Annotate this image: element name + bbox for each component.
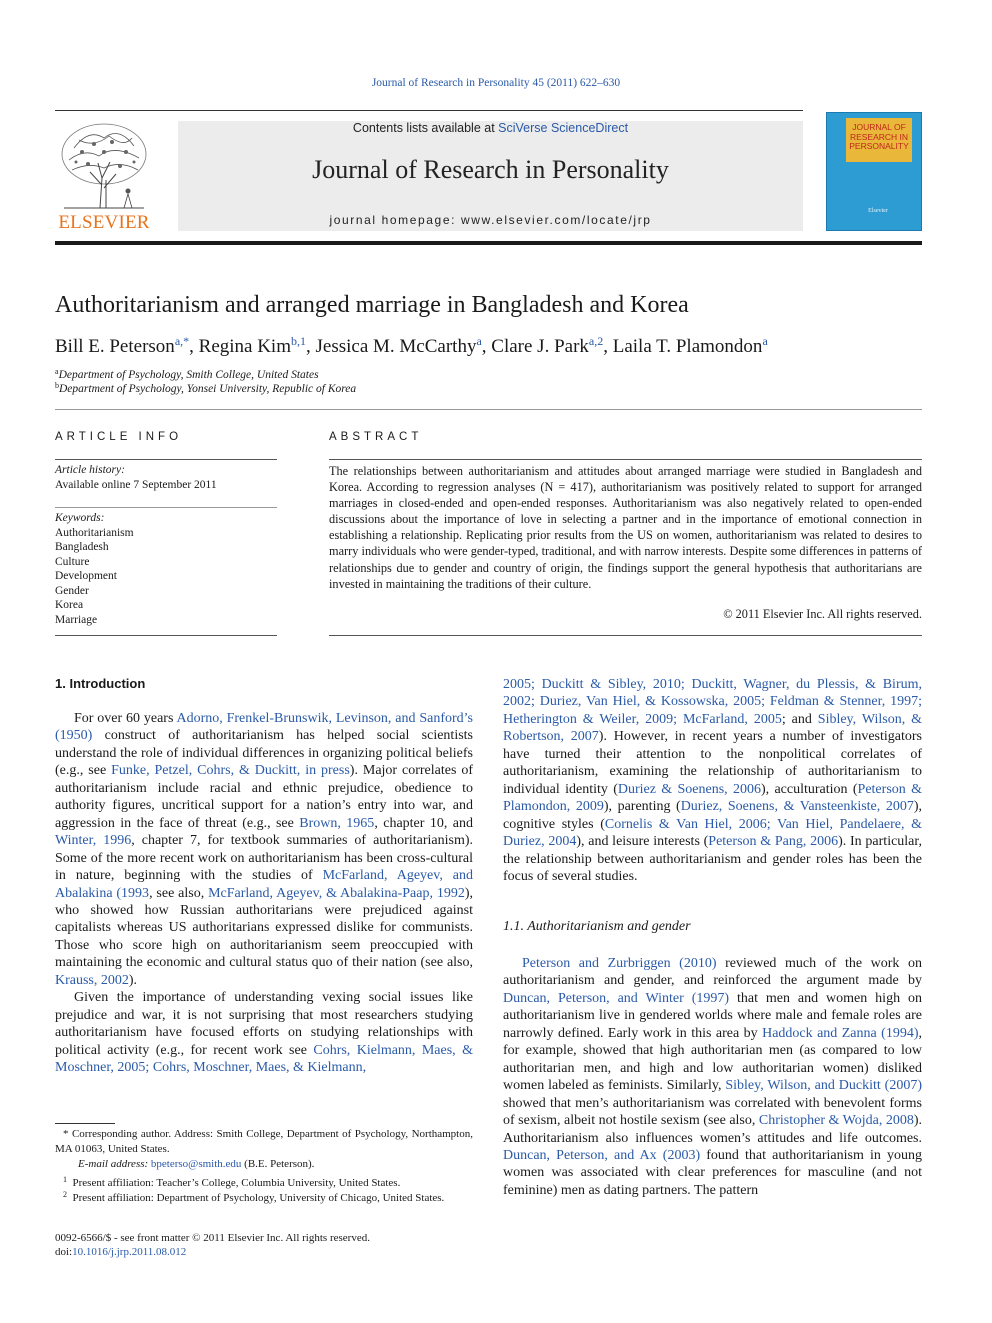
citation-link[interactable]: Duncan, Peterson, and Ax (2003) [503, 1147, 701, 1163]
abstract-heading: ABSTRACT [329, 431, 423, 443]
citation-link[interactable]: Cornelis & Van Hiel, 2006; Van Hiel, Pandelaere, & Duriez, 2004 [503, 816, 923, 850]
footnote-mark: 1 [63, 1175, 67, 1184]
doi-prefix: doi: [55, 1246, 73, 1258]
author-name: Laila T. Plamondon [612, 336, 763, 357]
keywords-label: Keywords: [55, 512, 105, 524]
paragraph: 2005; Duckitt & Sibley, 2010; Duckitt, Wagner, du Plessis, & Birum, 2002; Duriez, Van Hiel, & Kossowska, 2005; Feldman & Stenner, 1997; Hetherington & Weiler, 2009; McFarland, 2005; and Sibley, Wilson, & Robertson, 2007). However, in recent years a number of investigators have turned their attention to the nonpolitical correlates of authoritarianism, examining the relationship of authoritarianism to individual identity (Duriez & Soenens, 2006), acculturation (Peterson & Plamondon, 2009), parenting (Duriez, Soenens, & Vansteenkiste, 2007), cognitive styles (Cornelis & Van Hiel, 2006; Van Hiel, Pandelaere, & Duriez, 2004), and leisure interests (Peterson & Pang, 2006). In particular, the relationship between authoritarianism and gender roles has been the focus of several studies. [503, 677, 923, 884]
email-label: E-mail address: [78, 1158, 149, 1170]
intro-left-column [55, 710, 473, 1077]
author-name: Clare J. Park [491, 336, 589, 357]
author-marks[interactable]: a [476, 334, 482, 348]
keyword: Korea [55, 599, 84, 611]
keyword: Culture [55, 555, 90, 568]
intro-right-column [503, 676, 922, 885]
footnote-mark: 2 [63, 1190, 67, 1199]
citation-link[interactable]: Peterson and Zurbriggen (2010) [522, 956, 717, 971]
paragraph: Given the importance of understanding vexing social issues like prejudice and war, it is not surprising that most researchers studying authoritarianism have focused efforts on studying relationships with political activity (e.g., for recent work see Cohrs, Kielmann, Maes, & Moschner, 2005; Cohrs, Moschner, Maes, & Kielmann, [55, 990, 473, 1076]
keyword: Gender [55, 584, 89, 597]
journal-citation-link[interactable]: Journal of Research in Personality 45 (2011) 622–630 [371, 77, 621, 89]
issn-line: 0092-6566/$ - see front matter © 2011 Elsevier Inc. All rights reserved. [55, 1232, 370, 1244]
affiliation-a [55, 367, 655, 381]
citation-link[interactable]: McFarland, Ageyev, & Abalakina-Paap, 1992 [208, 885, 465, 901]
footnote-text: Present affiliation: Department of Psychology, University of Chicago, United States. [72, 1192, 445, 1204]
article-info-heading: ARTICLE INFO [55, 431, 183, 443]
keyword: Development [55, 570, 117, 582]
citation-link[interactable]: Duncan, Peterson, and Winter (1997) [503, 990, 730, 1006]
author-marks[interactable]: a [762, 334, 768, 348]
author-separator: , [306, 336, 316, 357]
journal-name: Journal of Research in Personality [312, 155, 669, 184]
author-list [55, 334, 935, 358]
subsection-heading-authoritarianism-gender: 1.1. Authoritarianism and gender [503, 919, 691, 934]
citation-link[interactable]: Winter, 1996 [55, 833, 132, 849]
citation-link[interactable]: Haddock and Zanna (1994) [762, 1025, 919, 1041]
doi-line [55, 1245, 186, 1259]
keyword: Bangladesh [55, 541, 109, 553]
citation-link[interactable]: Peterson & Pang, 2006 [708, 834, 839, 850]
citation-link[interactable]: Duriez & Soenens, 2006 [617, 781, 761, 797]
author-marks[interactable]: a,* [174, 334, 190, 348]
history-label: Article history: [55, 464, 125, 476]
citation-link[interactable]: Christopher & Wojda, 2008 [758, 1113, 914, 1129]
footnote-email [55, 1157, 473, 1172]
footnote-text: * Corresponding author. Address: Smith College, Department of Psychology, Northampton, MA 01063, United States. [55, 1128, 473, 1155]
doi-link[interactable]: 10.1016/j.jrp.2011.08.012 [72, 1246, 187, 1258]
footnote-2 [55, 1187, 473, 1206]
author-separator: , [189, 336, 199, 357]
header-divider [55, 110, 803, 111]
affiliation-mark: a [55, 367, 59, 376]
footnote-rule [55, 1123, 115, 1124]
paragraph: Peterson and Zurbriggen (2010) reviewed much of the work on authoritarianism and gender, and reinforced the argument made by Duncan, Peterson, and Winter (1997) that men and women high on authoritarianism live in gendered worlds where male and female roles are narrowly defined. Early work in this area by Haddock and Zanna (1994), for example, showed that high authoritarian men (as compared to low authoritarian men, and high and low authoritarian women) disliked women labeled as feminists. Similarly, Sibley, Wilson, and Duckitt (2007) showed that men’s authoritarianism was correlated with benevolent forms of sexism, albeit not hostile sexism (see also, Christopher & Wojda, 2008). Authoritarianism also influences women’s attitudes and life outcomes. Duncan, Peterson, and Ax (2003) found that authoritarianism in young women was associated with clear preferences for masculine (and not feminine) men as dating partners. The pattern [503, 956, 923, 1198]
author-separator: , [603, 336, 613, 357]
cover-publisher: Elsevier [868, 208, 888, 214]
abstract-rule [329, 459, 922, 460]
citation-link[interactable]: Sibley, Wilson, & Robertson, 2007 [503, 711, 923, 745]
citation-link[interactable]: Krauss, 2002 [55, 972, 129, 988]
citation-link[interactable]: Adorno, Frenkel-Brunswik, Levinson, and Sanford’s (1950) [55, 711, 473, 744]
affiliation-text: Department of Psychology, Yonsei University, Republic of Korea [59, 383, 357, 395]
abstract-copyright: © 2011 Elsevier Inc. All rights reserved. [723, 607, 922, 621]
elsevier-wordmark: ELSEVIER [58, 212, 150, 233]
affiliation-b [55, 381, 655, 395]
citation-link[interactable]: McFarland, Ageyev, and Abalakina (1993 [55, 868, 473, 901]
sciencedirect-link[interactable]: SciVerse ScienceDirect [498, 121, 629, 135]
history-value: Available online 7 September 2011 [55, 478, 217, 491]
keywords-block [55, 511, 277, 627]
author-marks[interactable]: b,1 [291, 334, 306, 348]
citation-link[interactable]: 2005; Duckitt & Sibley, 2010; Duckitt, Wagner, du Plessis, & Birum, 2002; Duriez, Van Hiel, & Kossowska, 2005; Feldman & Stenner, 1997; Hetherington & Weiler, 2009; McFarland, 2005 [503, 677, 922, 727]
email-link[interactable]: bpeterso@smith.edu [150, 1158, 242, 1170]
contents-line: Contents lists available at SciVerse ScienceDirect [352, 121, 629, 135]
footnote-corresponding [55, 1127, 473, 1157]
section-heading-introduction: 1. Introduction [55, 676, 146, 691]
citation-link[interactable]: Peterson & Plamondon, 2009 [503, 781, 922, 815]
article-title: Authoritarianism and arranged marriage in Bangladesh and Korea [55, 292, 689, 318]
citation-link[interactable]: Funke, Petzel, Cohrs, & Duckitt, in press [111, 763, 350, 779]
author-separator: , [481, 336, 492, 357]
citation-link[interactable]: Sibley, Wilson, and Duckitt (2007) [725, 1078, 922, 1094]
affiliation-divider [55, 409, 922, 410]
abstract-text: The relationships between authoritarianism and attitudes about arranged marriage were studied in Bangladesh and Korea. According to regression analyses (N = 417), authoritarianism was positively related to support for arranged marriages in closed-ended and open-ended responses. Authoritarianism was also negatively related to open-ended discussions about the importance of love in selecting a partner and in the importance of emotional connection in establishing a relationship. Replicating prior results from the US on women, authoritarianism was related to desires to marry individuals who were gender-typed, traditional, and with narrow interests. Despite some differences in patterns of relationships due to gender and country of origin, the findings support the general hypothesis that authoritarians are invested in maintaining the traditions of their culture. [329, 464, 922, 591]
keywords-bottom-rule [55, 635, 277, 636]
citation-link[interactable]: Brown, 1965 [299, 815, 375, 831]
subsection-right-column [503, 955, 922, 1199]
abstract-bottom-rule [329, 635, 922, 636]
author-marks[interactable]: a,2 [588, 334, 604, 348]
keyword: Marriage [55, 613, 98, 626]
history-divider [55, 507, 277, 508]
author-name: Jessica M. McCarthy [315, 336, 477, 357]
article-info-rule [55, 459, 277, 460]
header-thick-rule [55, 241, 922, 245]
citation-link[interactable]: Cohrs, Kielmann, Maes, & Moschner, 2005; Cohrs, Moschner, Maes, & Kielmann, [55, 1042, 473, 1076]
affiliation-mark: b [55, 381, 59, 390]
keyword: Authoritarianism [55, 526, 134, 539]
email-suffix: (B.E. Peterson). [241, 1158, 315, 1170]
author-name: Regina Kim [198, 336, 291, 357]
journal-homepage[interactable]: journal homepage: www.elsevier.com/locate/jrp [329, 213, 652, 227]
author-name: Bill E. Peterson [55, 336, 175, 357]
paragraph: For over 60 years Adorno, Frenkel-Brunswik, Levinson, and Sanford’s (1950) construct of authoritarianism has helped social scientists understand the role of individual differences in organizing political beliefs (e.g., see Funke, Petzel, Cohrs, & Duckitt, in press). Major correlates of authoritarianism include racial and ethnic prejudice, obedience to authority figures, uncritical support for a nation’s entry into war, and aggression in the face of threat (e.g., see Brown, 1965, chapter 10, and Winter, 1996, chapter 7, for textbook summaries of authoritarianism). Some of the more recent work on authoritarianism has been cross-cultural in nature, beginning with the studies of McFarland, Ageyev, and Abalakina (1993, see also, McFarland, Ageyev, & Abalakina-Paap, 1992), who showed how Russian authoritarians were prejudiced against capitalists whereas US authoritarians expressed dislike for communists. Those who score high on authoritarianism seem preoccupied with maintaining the economic and cultural status quo of their nation (see also, Krauss, 2002). [55, 711, 473, 988]
article-history [55, 463, 277, 492]
footnote-text: Present affiliation: Teacher’s College, Columbia University, United States. [72, 1177, 401, 1189]
cover-title: JOURNAL OF RESEARCH IN PERSONALITY [849, 122, 909, 151]
tree-icon [54, 118, 154, 210]
citation-link[interactable]: Duriez, Soenens, & Vansteenkiste, 2007 [680, 799, 914, 815]
affiliation-text: Department of Psychology, Smith College, United States [58, 369, 319, 381]
